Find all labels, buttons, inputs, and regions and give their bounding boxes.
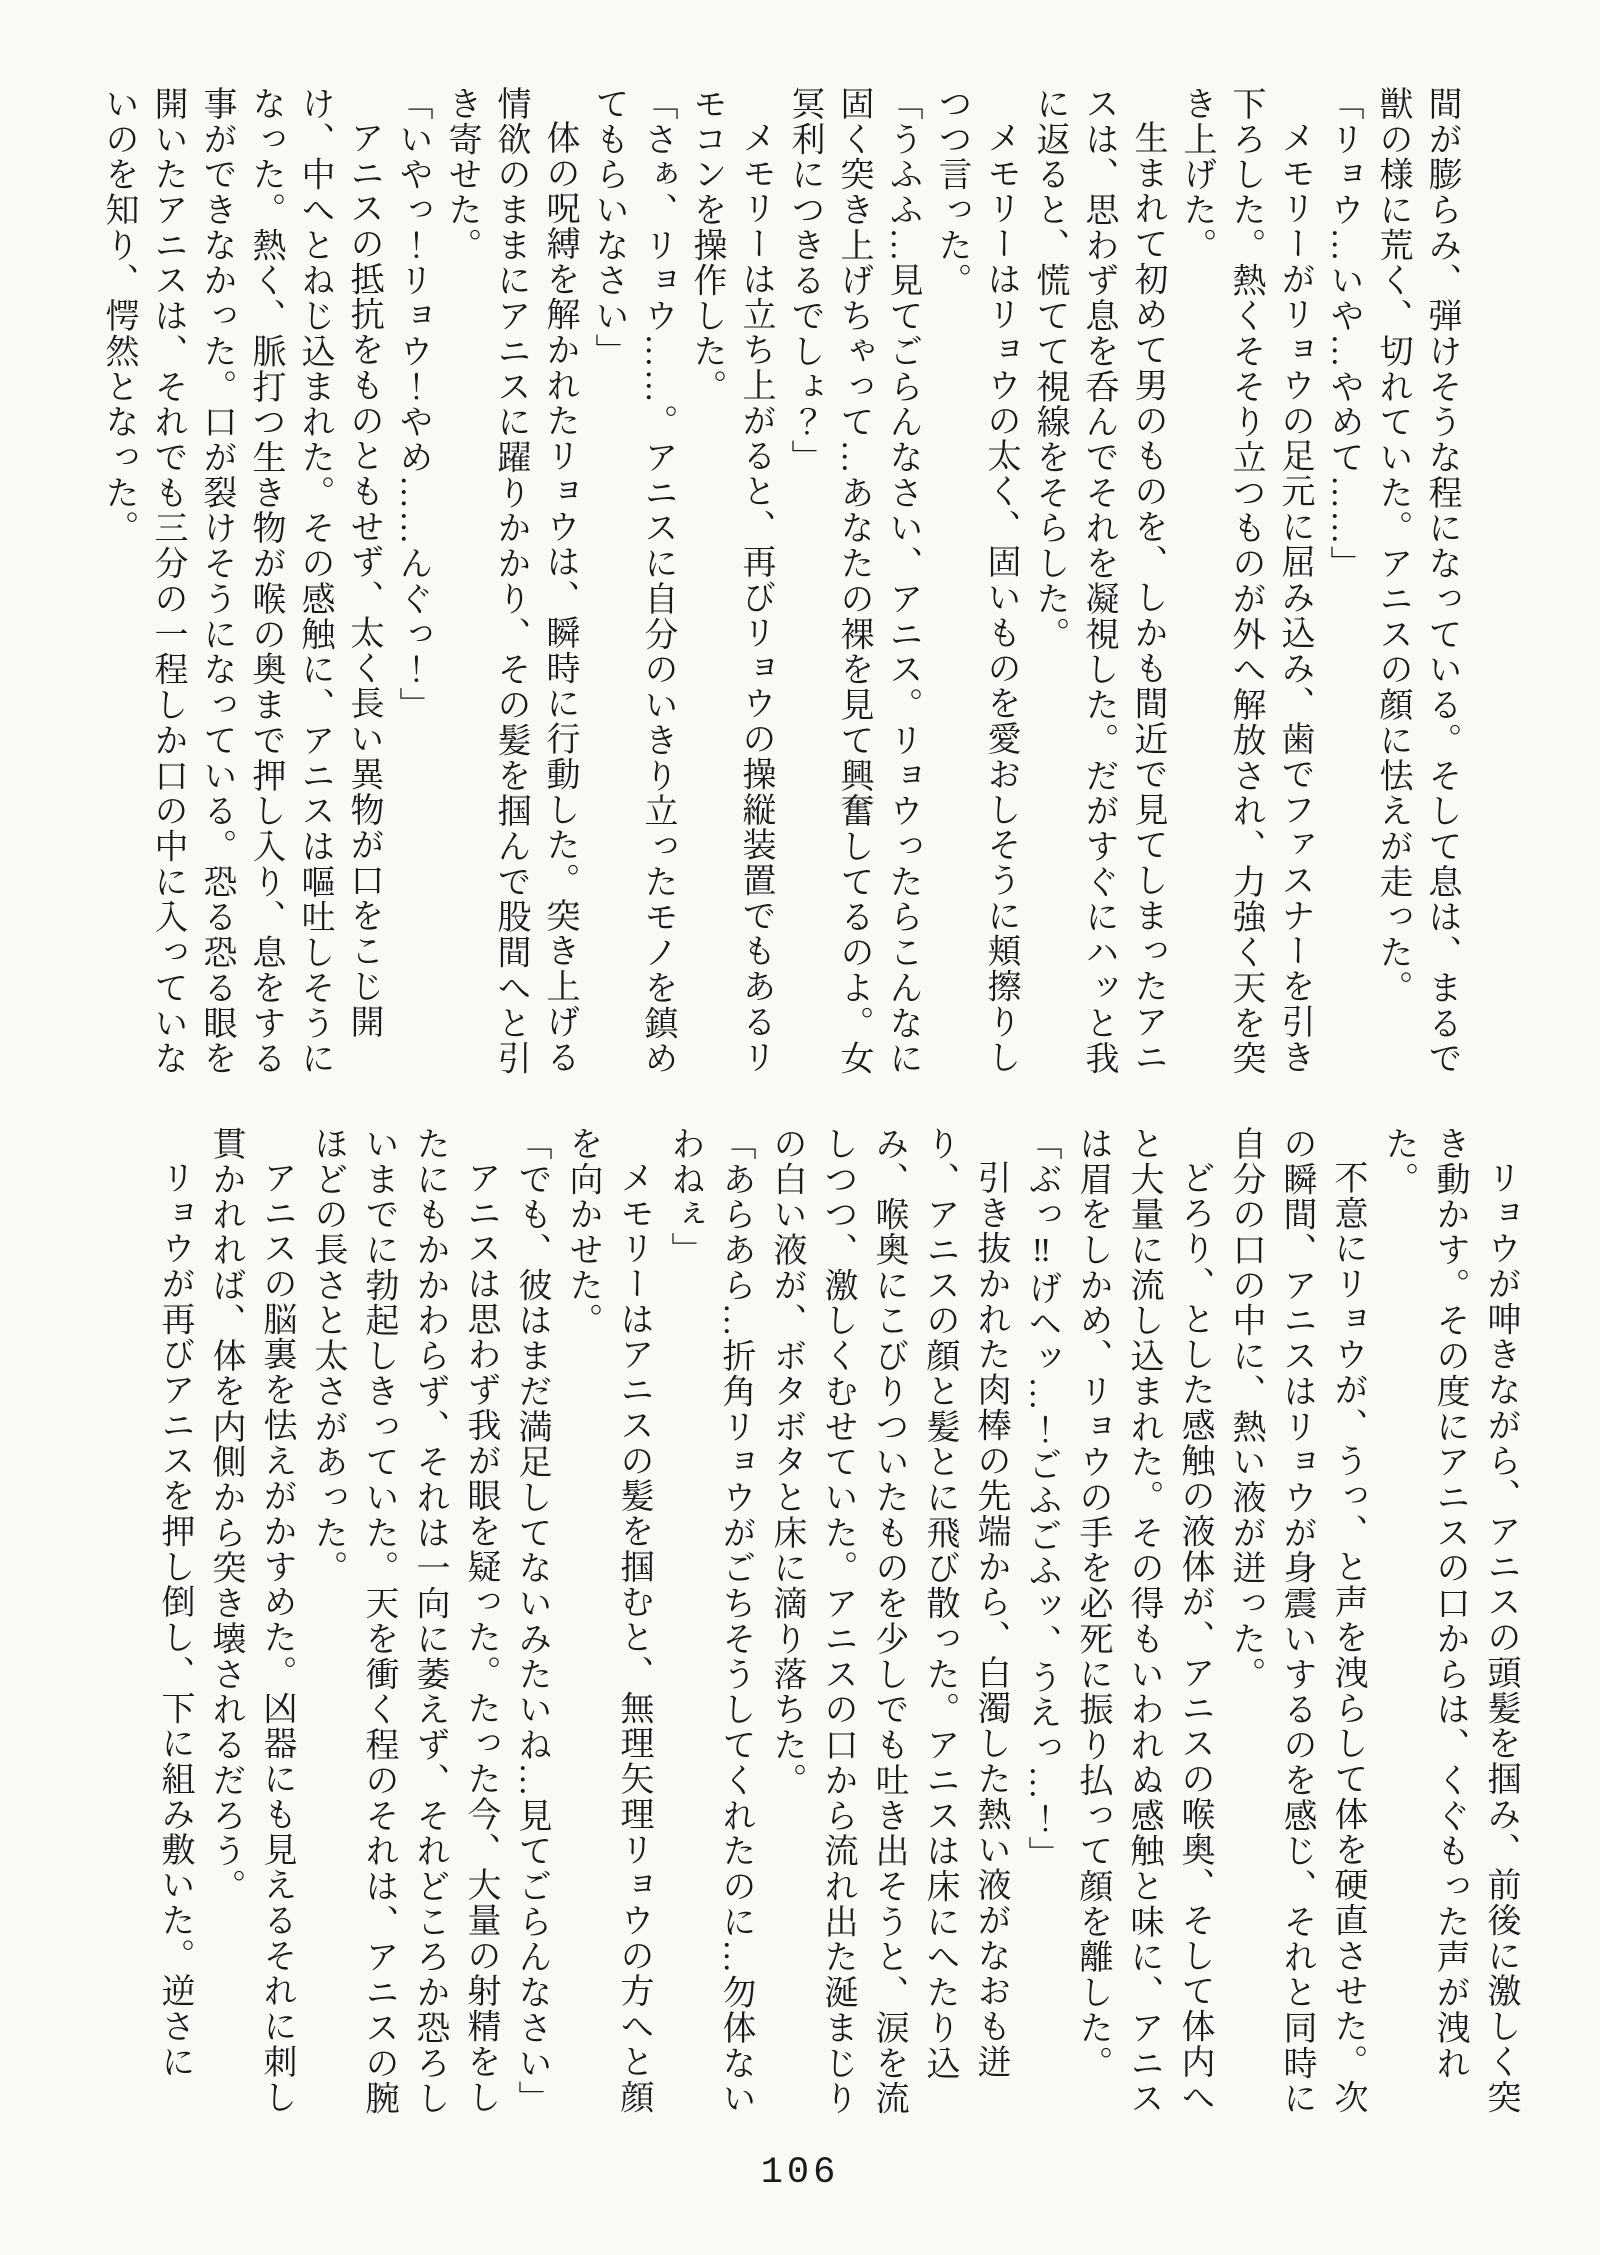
page-number: 106 (760, 2152, 840, 2194)
paragraph: メモリーはアニスの髪を掴むと、無理矢理リョウの方へと顔を向かせた。 (564, 1126, 652, 2115)
paragraph: 「でも、彼はまだ満足してないみたいね…見てごらんなさい」 (513, 1126, 550, 2117)
paragraph: 引き抜かれた肉棒の先端から、白濁した熱い液がなおも迸り、アニスの顔と髪とに飛び散った。アニスは床にへたり込み、喉奥にこびりついたものを少しでも吐き出そうと、涙を流しつつ、激しくむせていた。アニスの口から流れ出た涎まじりの白い液が、ボタボタと床に滴り落ちた。 (768, 1126, 1009, 2117)
paragraph: メモリーがリョウの足元に屈み込み、歯でファスナーを引き下ろした。熱くそそり立つものが外へ解放され、力強く天を突き上げた。 (1178, 86, 1313, 1077)
paragraph: 「うふふ…見てごらんなさい、アニス。リョウったらこんなに固く突き上げちゃって…あなたの裸を見て興奮してるのよ。女冥利につきるでしょ？」 (786, 86, 921, 1077)
paragraph: 生まれて初めて男のものを、しかも間近で見てしまったアニスは、思わず息を呑んでそれを凝視した。だがすぐにハッと我に返ると、慌てて視線をそらした。 (1031, 86, 1166, 1077)
paragraph: 「リョウ…いや…やめて……」 (1325, 86, 1362, 582)
paragraph: どろり、とした感触の液体が、アニスの喉奥、そして体内へと大量に流し込まれた。その得もいわれぬ感触と味に、アニスは眉をしかめ、リョウの手を必死に振り払って顔を離した。 (1074, 1126, 1213, 2117)
paragraph: 間が膨らみ、弾けそうな程になっている。そして息は、まるで獣の様に荒く、切れていた。アニスの顔に怯えが走った。 (1374, 86, 1460, 1077)
paragraph: 「ぶっ‼げヘッ…！ごふごふッ、うえっ…！」 (1023, 1126, 1060, 1872)
text-block-top (86, 86, 1466, 1086)
paragraph: メモリーはリョウの太く、固いものを愛おしそうに頬擦りしつつ言った。 (933, 86, 1019, 1075)
paragraph: メモリーは立ち上がると、再びリョウの操縦装置でもあるリモコンを操作した。 (688, 86, 774, 1075)
paragraph: リョウが再びアニスを押し倒し、下に組み敷いた。逆さに (156, 1160, 193, 2080)
paragraph: アニスは思わず我が眼を疑った。たった今、大量の射精をしたにもかかわらず、それは一向に萎えず、それどころか恐ろしいまでに勃起しきっていた。天を衝く程のそれは、アニスの腕ほどの長さと太さがあった。 (309, 1126, 499, 2117)
paragraph: 「さぁ、リョウ……。アニスに自分のいきり立ったモノを鎮めてもらいなさい」 (590, 86, 676, 1077)
paragraph: アニスの脳裏を怯えがかすめた。凶器にも見えるそれに刺し貫かれれば、体を内側から突き壊されるだろう。 (207, 1126, 295, 2115)
paragraph: リョウが呻きながら、アニスの頭髪を掴み、前後に激しく突き動かす。その度にアニスの口からは、くぐもった声が洩れた。 (1380, 1126, 1519, 2115)
paragraph: アニスの抵抗をものともせず、太く長い異物が口をこじ開け、中へとねじ込まれた。その感触に、アニスは嘔吐しそうになった。熱く、脈打つ生き物が喉の奥まで押し入り、息をする事ができなかった。口が裂けそうになっている。恐る恐る眼を開いたアニスは、それでも三分の一程しか口の中に入っていないのを知り、愕然となった。 (100, 86, 382, 1077)
paragraph: 不意にリョウが、うっ、と声を洩らして体を硬直させた。次の瞬間、アニスはリョウが身震いするのを感じ、それと同時に自分の口の中に、熱い液が迸った。 (1227, 1126, 1366, 2117)
text-block-bottom (66, 1126, 1526, 2131)
paragraph: 「あらあら…折角リョウがごちそうしてくれたのに…勿体ないわねぇ」 (666, 1126, 754, 2117)
paragraph: 体の呪縛を解かれたリョウは、瞬時に行動した。突き上げる情欲のままにアニスに躍りかかり、その髪を掴んで股間へと引き寄せた。 (443, 86, 578, 1077)
paragraph: 「いやっ！リョウ！やめ……んぐっ！」 (394, 86, 431, 723)
